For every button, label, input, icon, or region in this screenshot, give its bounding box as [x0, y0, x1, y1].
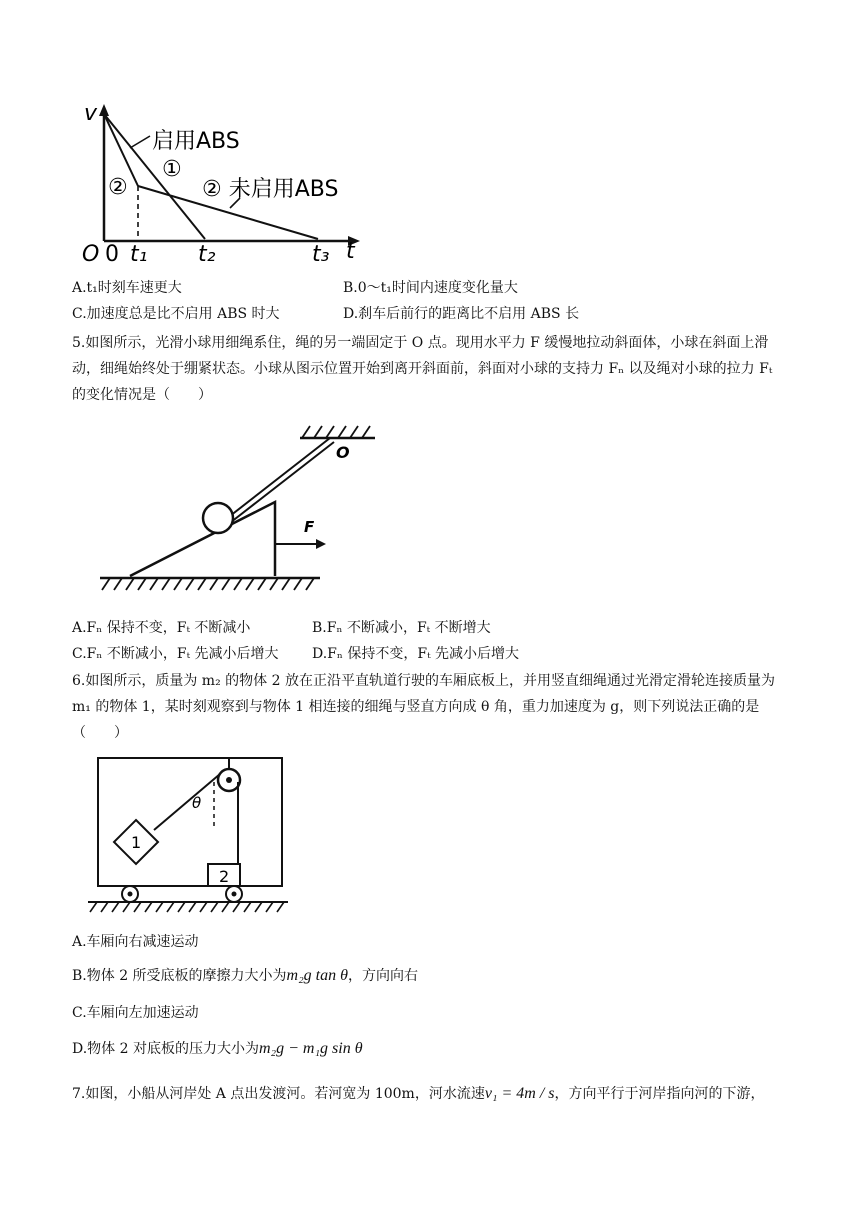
- curve-2-marker: ②: [108, 175, 128, 200]
- t3-label: t₃: [312, 242, 330, 266]
- theta-label: θ: [192, 794, 202, 812]
- q7-stem-direction: ，方向平行于河岸指向河的下游，: [554, 1086, 765, 1102]
- force-f-label: F: [304, 518, 315, 536]
- vt-graph-figure: [80, 96, 380, 266]
- q6-option-b-direction: ，方向向右: [347, 968, 418, 984]
- q5-option-d: D.Fₙ 保持不变，Fₜ 先减小后增大: [312, 646, 520, 662]
- q7-velocity-formula: v₁ = 4m / s: [484, 1085, 555, 1102]
- q6-option-a: A.车厢向右减速运动: [72, 934, 199, 950]
- q4-option-d: D.刹车后前行的距离比不启用 ABS 长: [343, 306, 580, 322]
- origin-label: O: [82, 242, 100, 266]
- t1-label: t₁: [130, 242, 148, 266]
- ball-shape: [203, 503, 233, 533]
- q6-option-d-text: D.物体 2 对底板的压力大小为: [72, 1041, 259, 1057]
- q6-option-d: [72, 1039, 363, 1059]
- abs-off-label: ② 未启用ABS: [202, 177, 339, 202]
- incline-figure: [90, 420, 430, 600]
- q4-option-b: B.0～t₁时间内速度变化量大: [343, 280, 518, 296]
- q6-option-b-formula: m₂g tan θ: [286, 967, 348, 984]
- block-1-label: 1: [131, 833, 142, 852]
- q6-option-b-text: B.物体 2 所受底板的摩擦力大小为: [72, 968, 287, 984]
- q6-option-b: [72, 966, 418, 986]
- curve-1-marker: ①: [162, 157, 182, 182]
- q6-stem: 6.如图所示，质量为 m₂ 的物体 2 放在正沿平直轨道行驶的车厢底板上，并用竖直细绳通过光滑定滑轮连接质量为 m₁ 的物体 1，某时刻观察到与物体 1 相连接的细绳与竖直方向成 θ 角，重力加速度为 g，则下列说法正确的是（ ）: [72, 673, 775, 741]
- q5-option-b: B.Fₙ 不断减小，Fₜ 不断增大: [312, 620, 491, 636]
- zero-label: 0: [105, 242, 119, 266]
- q6-option-c: C.车厢向左加速运动: [72, 1005, 199, 1021]
- axis-v-label: v: [84, 101, 98, 126]
- q7-stem: [72, 1084, 765, 1104]
- q4-option-c: C.加速度总是比不启用 ABS 时大: [72, 306, 280, 322]
- q5-stem: 5.如图所示，光滑小球用细绳系住，绳的另一端固定于 O 点。现用水平力 F 缓慢地拉动斜面体，小球在斜面上滑动，细绳始终处于绷紧状态。小球从图示位置开始到离开斜面前，斜面对小球的支持力 Fₙ 以及绳对小球的拉力 Fₜ 的变化情况是（ ）: [72, 335, 773, 403]
- axis-t-label: t: [346, 239, 355, 264]
- q7-stem-text: 7.如图，小船从河岸处 A 点出发渡河。若河宽为 100m，河水流速: [72, 1086, 485, 1102]
- q6-option-d-formula: m₂g − m₁g sin θ: [258, 1040, 363, 1057]
- point-o-label: O: [336, 443, 350, 462]
- railcar-figure: [84, 752, 294, 917]
- block-2-label: 2: [219, 867, 230, 886]
- t2-label: t₂: [198, 242, 216, 266]
- q5-option-a: A.Fₙ 保持不变，Fₜ 不断减小: [72, 620, 251, 636]
- q5-option-c: C.Fₙ 不断减小，Fₜ 先减小后增大: [72, 646, 279, 662]
- q4-option-a: A.t₁时刻车速更大: [72, 280, 182, 296]
- abs-on-label: 启用ABS: [152, 129, 240, 154]
